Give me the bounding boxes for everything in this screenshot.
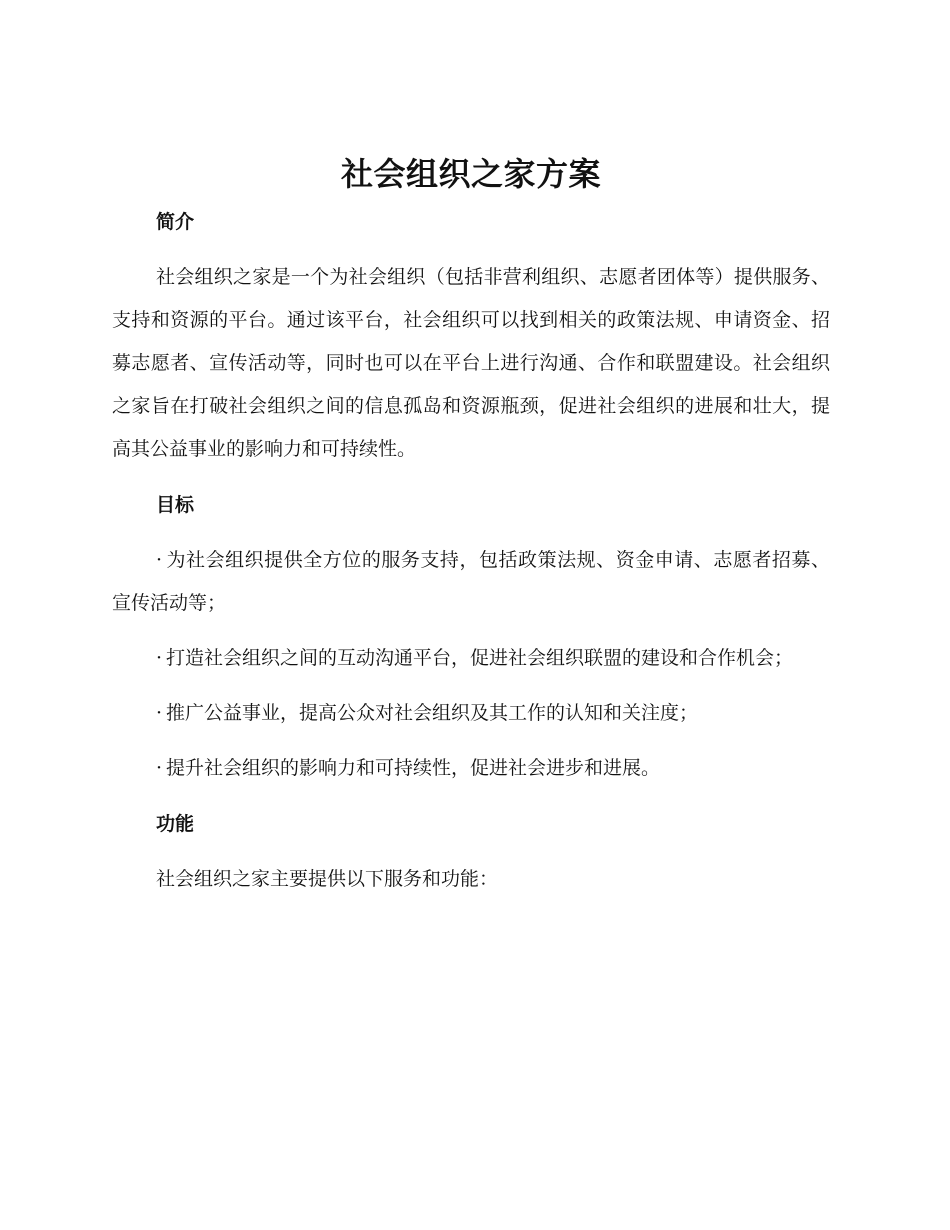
goal-item xyxy=(112,637,830,680)
goal-item xyxy=(112,692,830,735)
bullet-icon: · xyxy=(156,647,163,669)
bullet-icon: · xyxy=(156,757,163,779)
intro-paragraph: 社会组织之家是一个为社会组织（包括非营利组织、志愿者团体等）提供服务、支持和资源的平台。通过该平台，社会组织可以找到相关的政策法规、申请资金、招募志愿者、宣传活动等，同时也可以在平台上进行沟通、合作和联盟建设。社会组织之家旨在打破社会组织之间的信息孤岛和资源瓶颈，促进社会组织的进展和壮大，提高其公益事业的影响力和可持续性。 xyxy=(112,266,830,460)
goal-item-text: 推广公益事业，提高公众对社会组织及其工作的认知和关注度； xyxy=(166,702,699,724)
document-title: 社会组织之家方案 xyxy=(340,155,601,193)
section-heading-intro: 简介 xyxy=(156,211,195,233)
goal-item xyxy=(112,539,830,625)
features-paragraph: 社会组织之家主要提供以下服务和功能： xyxy=(156,868,499,890)
section-heading-features: 功能 xyxy=(156,813,195,835)
document-body xyxy=(112,148,830,901)
bullet-icon: · xyxy=(156,549,163,571)
goal-item-text: 打造社会组织之间的互动沟通平台，促进社会组织联盟的建设和合作机会； xyxy=(166,647,794,669)
goals-list xyxy=(112,539,830,790)
goal-item-text: 为社会组织提供全方位的服务支持，包括政策法规、资金申请、志愿者招募、宣传活动等； xyxy=(112,549,830,614)
goal-item-text: 提升社会组织的影响力和可持续性，促进社会进步和进展。 xyxy=(166,757,661,779)
goal-item xyxy=(112,747,830,790)
section-heading-goals: 目标 xyxy=(156,494,195,516)
bullet-icon: · xyxy=(156,702,163,724)
